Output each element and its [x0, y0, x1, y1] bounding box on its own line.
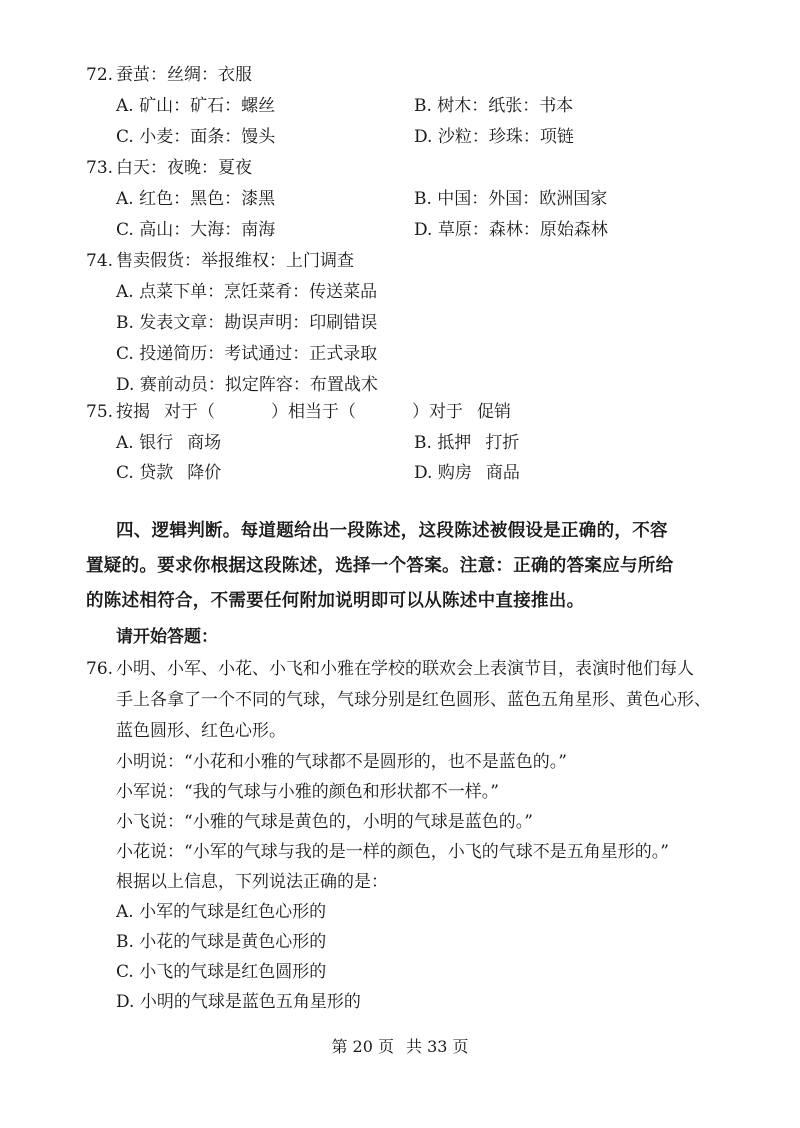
statement-xiaoming: 小明说：“小花和小雅的气球都不是圆形的，也不是蓝色的。” — [116, 752, 567, 772]
option-b-first: B. 抵押 — [414, 433, 472, 453]
stem-word: 按揭 — [116, 402, 150, 422]
open-paren: （ — [198, 402, 215, 422]
question-74 — [86, 246, 354, 276]
question-number: 72. — [86, 65, 114, 85]
option-a — [116, 428, 221, 458]
question-number: 73. — [86, 158, 114, 178]
start-prompt: 请开始答题： — [116, 627, 218, 647]
question-stem: 白天：夜晚：夏夜 — [116, 158, 252, 178]
option-c-first: C. 贷款 — [116, 463, 174, 483]
section-heading: 四、逻辑判断。每道题给出一段陈述，这段陈述被假设是正确的，不容 — [116, 521, 668, 541]
stem-word: 促销 — [477, 402, 511, 422]
question-number: 75. — [86, 402, 114, 422]
page-total: 共 33 页 — [406, 1037, 469, 1056]
option-d — [414, 458, 520, 488]
open-paren: （ — [339, 402, 356, 422]
option-d: D. 小明的气球是蓝色五角星形的 — [116, 992, 361, 1012]
stem-word: 对于 — [429, 402, 463, 422]
question-stem: 蚕茧：丝绸：衣服 — [116, 65, 252, 85]
question-stem-line: 蓝色圆形、红色心形。 — [116, 721, 286, 741]
option-a-first: A. 银行 — [116, 433, 174, 453]
option-a: A. 点菜下单：烹饪菜肴：传送菜品 — [116, 282, 378, 302]
statement-xiaofei: 小飞说：“小雅的气球是黄色的，小明的气球是蓝色的。” — [116, 812, 533, 832]
question-ask: 根据以上信息，下列说法正确的是： — [116, 872, 388, 892]
option-d-first: D. 购房 — [414, 463, 472, 483]
option-d: D. 沙粒：珍珠：项链 — [414, 127, 574, 147]
option-d-second: 商品 — [485, 463, 520, 483]
close-paren: ） — [412, 402, 429, 422]
option-b: B. 小花的气球是黄色心形的 — [116, 932, 327, 952]
question-number: 76. — [86, 659, 114, 679]
statement-xiaojun: 小军说：“我的气球与小雅的颜色和形状都不一样。” — [116, 782, 499, 802]
option-c: C. 小麦：面条：馒头 — [116, 127, 276, 147]
close-paren: ） — [271, 402, 288, 422]
option-d: D. 赛前动员：拟定阵容：布置战术 — [116, 375, 378, 395]
question-number: 74. — [86, 251, 114, 271]
option-a: A. 矿山：矿石：螺丝 — [116, 96, 276, 116]
option-a: A. 小军的气球是红色心形的 — [116, 902, 327, 922]
stem-word: 对于 — [164, 402, 198, 422]
statement-xiaohua: 小花说：“小军的气球与我的是一样的颜色，小飞的气球不是五角星形的。” — [116, 842, 669, 862]
option-c-second: 降价 — [187, 463, 222, 483]
option-b: B. 中国：外国：欧洲国家 — [414, 189, 608, 209]
option-b: B. 树木：纸张：书本 — [414, 96, 574, 116]
option-c: C. 高山：大海：南海 — [116, 220, 276, 240]
option-a: A. 红色：黑色：漆黑 — [116, 189, 276, 209]
question-75 — [86, 397, 511, 427]
page-footer — [0, 1034, 800, 1060]
option-c: C. 小飞的气球是红色圆形的 — [116, 962, 327, 982]
option-c: C. 投递简历：考试通过：正式录取 — [116, 344, 378, 364]
option-b-second: 打折 — [485, 433, 520, 453]
option-a-second: 商场 — [187, 433, 222, 453]
question-72 — [86, 60, 252, 90]
question-stem: 售卖假货：举报维权：上门调查 — [116, 251, 354, 271]
option-c — [116, 458, 221, 488]
stem-word: 相当于 — [288, 402, 339, 422]
question-76 — [86, 654, 694, 684]
option-b — [414, 428, 519, 458]
page-number: 第 20 页 — [331, 1037, 394, 1056]
question-73 — [86, 153, 252, 183]
option-d: D. 草原：森林：原始森林 — [414, 220, 608, 240]
question-stem: 小明、小军、小花、小飞和小雅在学校的联欢会上表演节目，表演时他们每人 — [116, 659, 694, 679]
question-stem-line: 手上各拿了一个不同的气球，气球分别是红色圆形、蓝色五角星形、黄色心形、 — [116, 690, 711, 710]
option-b: B. 发表文章：勘误声明：印刷错误 — [116, 313, 378, 333]
section-instructions: 置疑的。要求你根据这段陈述，选择一个答案。注意：正确的答案应与所给 — [86, 556, 674, 576]
section-instructions: 的陈述相符合，不需要任何附加说明即可以从陈述中直接推出。 — [86, 591, 585, 611]
